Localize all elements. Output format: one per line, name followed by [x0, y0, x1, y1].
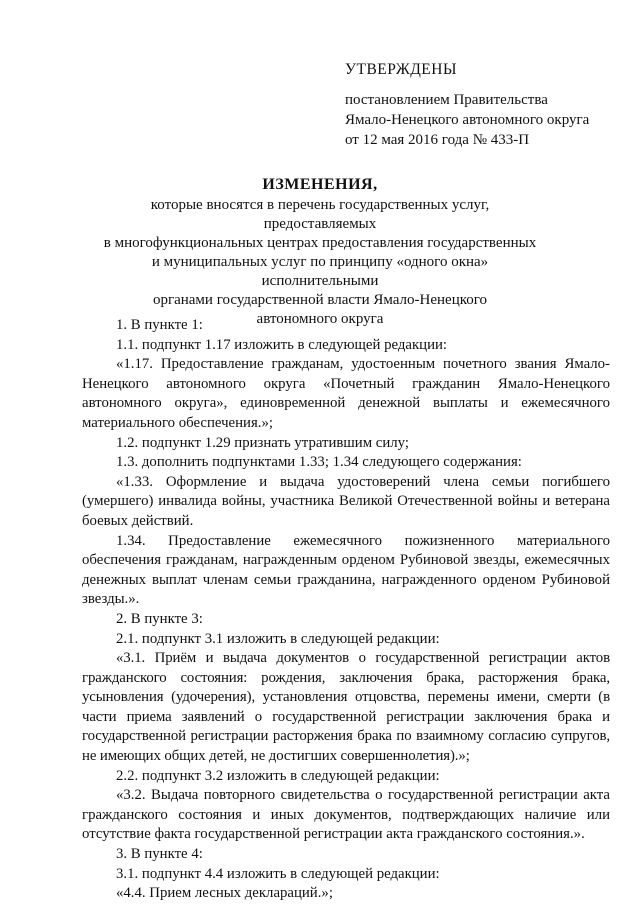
document-title: ИЗМЕНЕНИЯ, [262, 176, 378, 193]
approval-line: постановлением Правительства [345, 92, 548, 108]
paragraph: 1.3. дополнить подпунктами 1.33; 1.34 следующего содержания: [116, 454, 522, 471]
document-title-block [100, 175, 540, 329]
title-subline: в многофункциональных центрах предоставления государственных [103, 235, 537, 251]
paragraph: «3.2. Выдача повторного свидетельства о государственной регистрации акта гражданского состояния и иных документов, подтверждающих наличие или отсутствие факта государственной регистрации акта гражданского состояния.». [82, 787, 610, 843]
paragraph: 1. В пункте 1: [116, 317, 203, 333]
paragraph: 2.1. подпункт 3.1 изложить в следующей редакции: [116, 630, 440, 647]
title-subline: и муниципальных услуг по принципу «одного окна» исполнительными [151, 254, 489, 289]
title-subline: которые вносятся в перечень государственных услуг, предоставляемых [150, 197, 490, 232]
approval-heading: УТВЕРЖДЕНЫ [345, 61, 457, 78]
document-body [82, 316, 610, 904]
paragraph: 2.2. подпункт 3.2 изложить в следующей редакции: [116, 767, 440, 784]
paragraph: 1.2. подпункт 1.29 признать утратившим силу; [116, 434, 409, 451]
approval-line: от 12 мая 2016 года № 433-П [345, 132, 530, 148]
paragraph: «3.1. Приём и выдача документов о государственной регистрации актов гражданского состояния: рождения, заключения брака, расторжения брака, усыновления (удочерения), установления отцовства, перемены имени, смерти (в части приема заявлений о государственной регистрации заключения брака и государственной регистрации расторжения брака по взаимному согласию супругов, не имеющих общих детей, не достигших совершеннолетия).»; [82, 650, 610, 765]
paragraph: 3.1. подпункт 4.4 изложить в следующей редакции: [116, 865, 440, 882]
paragraph: 1.34. Предоставление ежемесячного пожизненного материального обеспечения гражданам, награжденным орденом Рубиновой звезды, ежемесячных денежных выплат членам семьи гражданина, награжденного орденом Рубиновой звезды.». [82, 532, 610, 608]
paragraph: «1.33. Оформление и выдача удостоверений члена семьи погибшего (умершего) инвалида войны, участника Великой Отечественной войны и ветерана боевых действий. [82, 473, 610, 529]
paragraph: «1.17. Предоставление гражданам, удостоенным почетного звания Ямало-Ненецкого автономного округа «Почетный гражданин Ямало-Ненецкого автономного округа», единовременной денежной выплаты и ежемесячного материального обеспечения.»; [82, 356, 610, 431]
paragraph: 2. В пункте 3: [116, 610, 203, 627]
title-subline: автономного округа [256, 311, 384, 327]
title-subline: органами государственной власти Ямало-Ненецкого [152, 292, 488, 308]
approval-stamp-block [345, 60, 589, 150]
approval-line: Ямало-Ненецкого автономного округа [345, 112, 590, 128]
paragraph: 1.1. подпункт 1.17 изложить в следующей редакции: [116, 336, 448, 353]
paragraph: 3. В пункте 4: [116, 846, 203, 863]
paragraph: «4.4. Прием лесных деклараций.»; [116, 885, 333, 902]
